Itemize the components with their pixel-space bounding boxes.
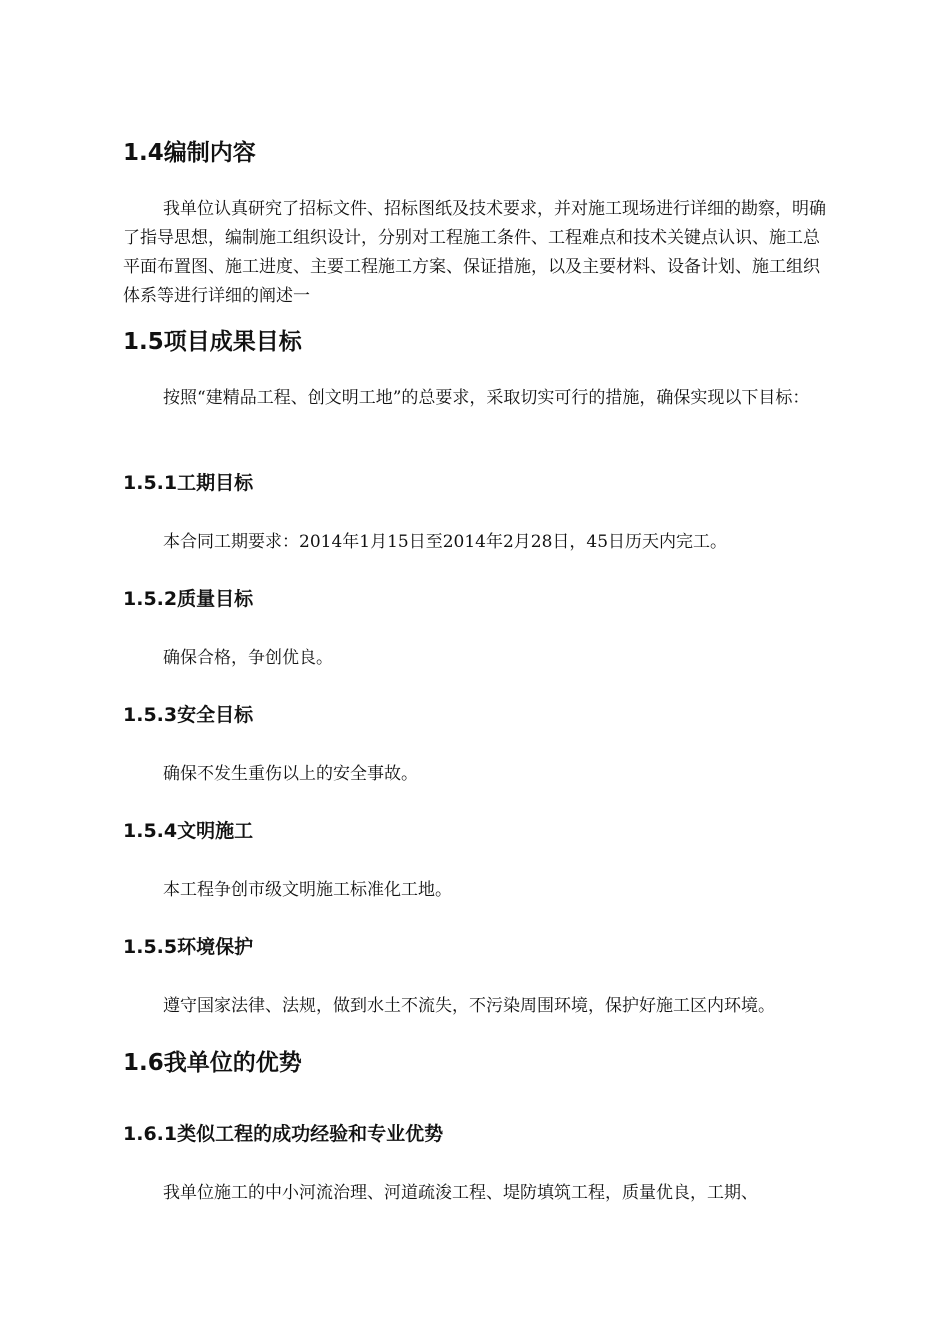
section-body-1-5-5: 遵守国家法律、法规，做到水土不流失，不污染周围环境，保护好施工区内环境。	[163, 996, 775, 1016]
section-body-1-5-1: 本合同工期要求：2014年1月15日至2014年2月28日，45日历天内完工。	[163, 532, 728, 552]
section-heading-1-5-1: 1.5.1工期目标	[123, 472, 254, 494]
section-heading-1-5-4: 1.5.4文明施工	[123, 820, 254, 842]
section-body-1-5: 按照“建精品工程、创文明工地”的总要求，采取切实可行的措施，确保实现以下目标：	[163, 388, 810, 408]
section-heading-1-6: 1.6我单位的优势	[123, 1050, 302, 1076]
section-body-1-5-3: 确保不发生重伤以上的安全事故。	[163, 764, 418, 784]
section-heading-1-5-3: 1.5.3安全目标	[123, 704, 254, 726]
section-heading-1-4: 1.4编制内容	[123, 140, 256, 166]
section-heading-1-5-2: 1.5.2质量目标	[123, 588, 254, 610]
section-heading-1-5-5: 1.5.5环境保护	[123, 936, 254, 958]
section-heading-1-6-1: 1.6.1类似工程的成功经验和专业优势	[123, 1123, 444, 1145]
section-body-1-5-4: 本工程争创市级文明施工标准化工地。	[163, 880, 452, 900]
section-body-1-4: 我单位认真研究了招标文件、招标图纸及技术要求，并对施工现场进行详细的勘察，明确了指导思想，编制施工组织设计，分别对工程施工条件、工程难点和技术关键点认识、施工总平面布置图、施工进度、主要工程施工方案、保证措施，以及主要材料、设备计划、施工组织体系等进行详细的阐述一	[123, 199, 826, 306]
section-body-1-5-2: 确保合格，争创优良。	[163, 648, 333, 668]
section-body-1-6-1: 我单位施工的中小河流治理、河道疏浚工程、堤防填筑工程，质量优良，工期、	[163, 1183, 758, 1203]
section-heading-1-5: 1.5项目成果目标	[123, 329, 302, 355]
